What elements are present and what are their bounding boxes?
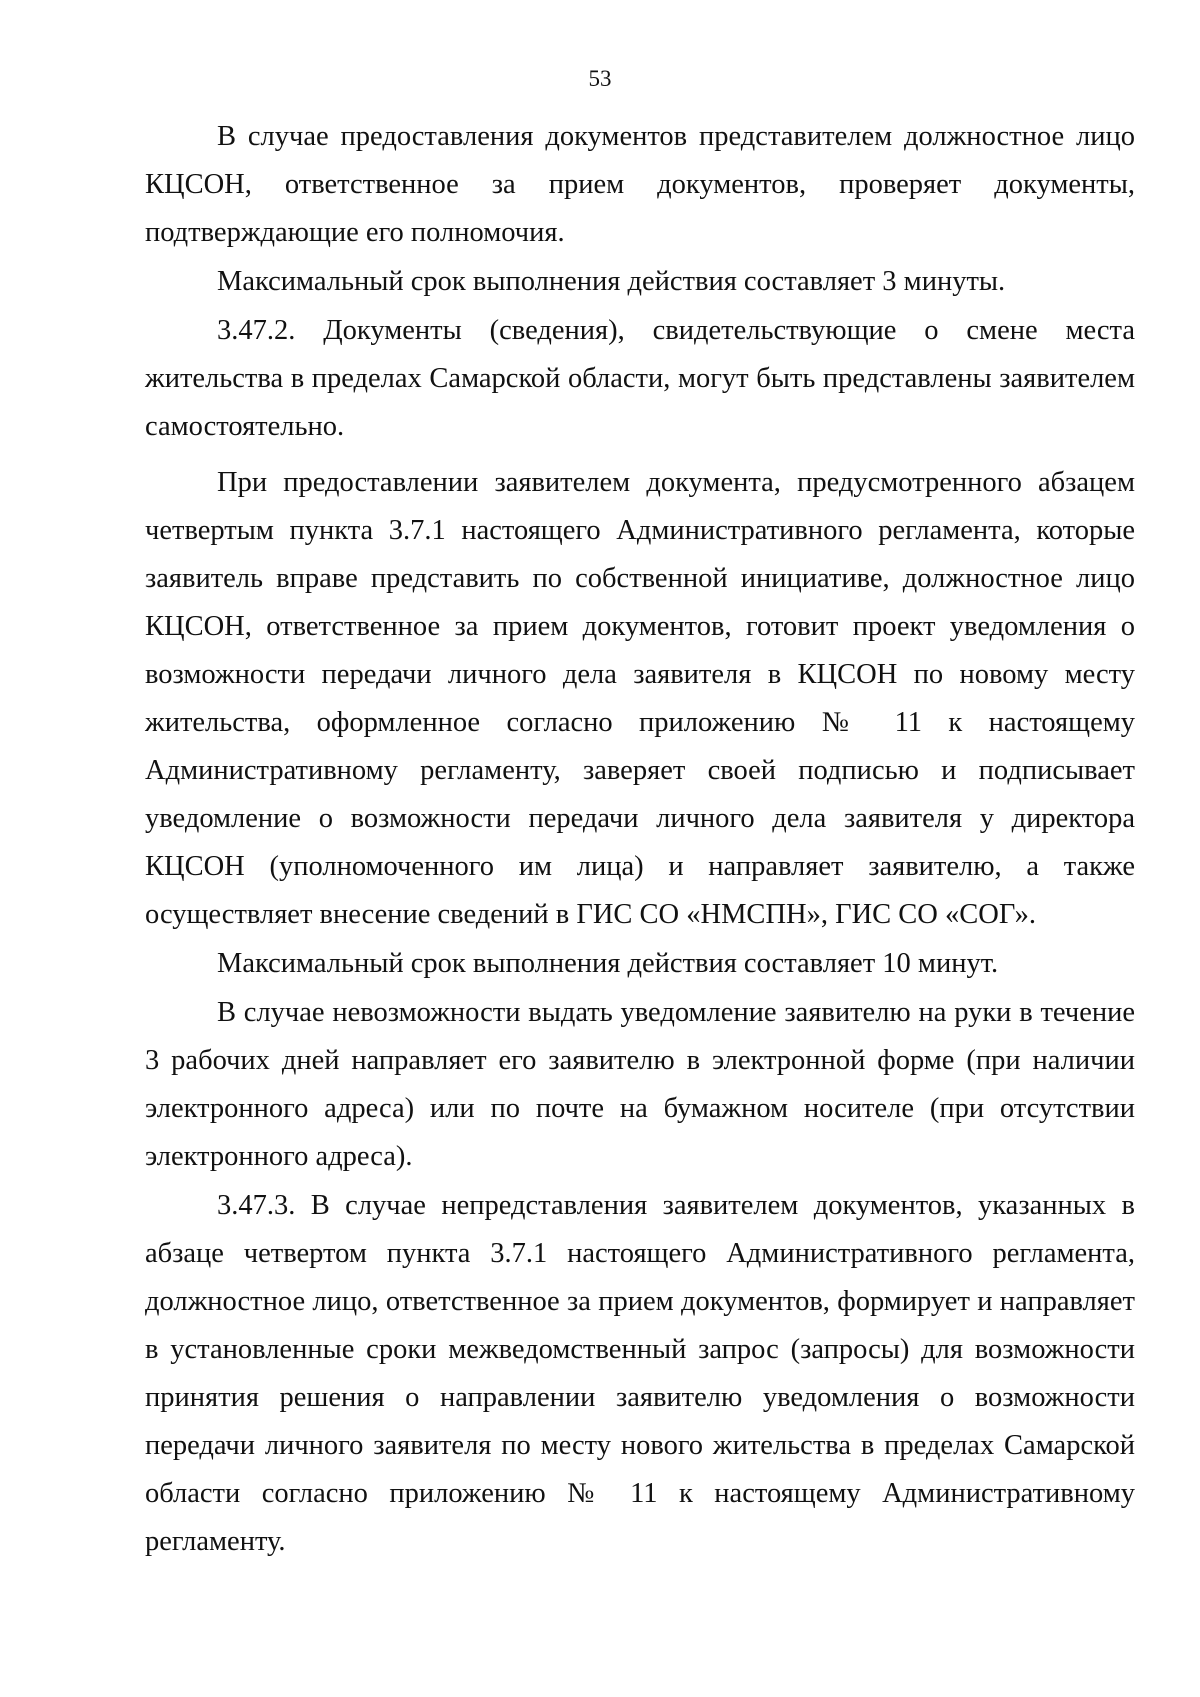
paragraph-3-47-2: 3.47.2. Документы (сведения), свидетельствующие о смене места жительства в пределах Самарской области, могут быть представлены заявителем самостоятельно. xyxy=(145,315,1135,442)
page-number: 53 xyxy=(588,66,612,91)
paragraph-3-47-3: 3.47.3. В случае непредставления заявителем документов, указанных в абзаце четвертом пункта 3.7.1 настоящего Административного регламента, должностное лицо, ответственное за прием документов, формирует и направляет в установленные сроки межведомственный запрос (запросы) для возможности принятия решения о направлении заявителю уведомления о возможности передачи личного заявителя по месту нового жительства в пределах Самарской области согласно приложению № 11 к настоящему Административному регламенту. xyxy=(145,1190,1135,1557)
paragraph-max-time-3-minutes: Максимальный срок выполнения действия составляет 3 минуты. xyxy=(217,266,1006,297)
document-body xyxy=(145,113,1135,1566)
paragraph-max-time-10-minutes: Максимальный срок выполнения действия составляет 10 минут. xyxy=(217,948,999,979)
paragraph-delivery-impossible: В случае невозможности выдать уведомление заявителю на руки в течение 3 рабочих дней направляет его заявителю в электронной форме (при наличии электронного адреса) или по почте на бумажном носителе (при отсутствии электронного адреса). xyxy=(145,997,1135,1172)
paragraph-notice-preparation: При предоставлении заявителем документа, предусмотренного абзацем четвертым пункта 3.7.1 настоящего Административного регламента, которые заявитель вправе представить по собственной инициативе, должностное лицо КЦСОН, ответственное за прием документов, готовит проект уведомления о возможности передачи личного дела заявителя в КЦСОН по новому месту жительства, оформленное согласно приложению № 11 к настоящему Административному регламенту, заверяет своей подписью и подписывает уведомление о возможности передачи личного дела заявителя у директора КЦСОН (уполномоченного им лица) и направляет заявителю, а также осуществляет внесение сведений в ГИС СО «НМСПН», ГИС СО «СОГ». xyxy=(145,467,1135,930)
paragraph-representative-documents: В случае предоставления документов представителем должностное лицо КЦСОН, ответственное за прием документов, проверяет документы, подтверждающие его полномочия. xyxy=(145,121,1135,248)
